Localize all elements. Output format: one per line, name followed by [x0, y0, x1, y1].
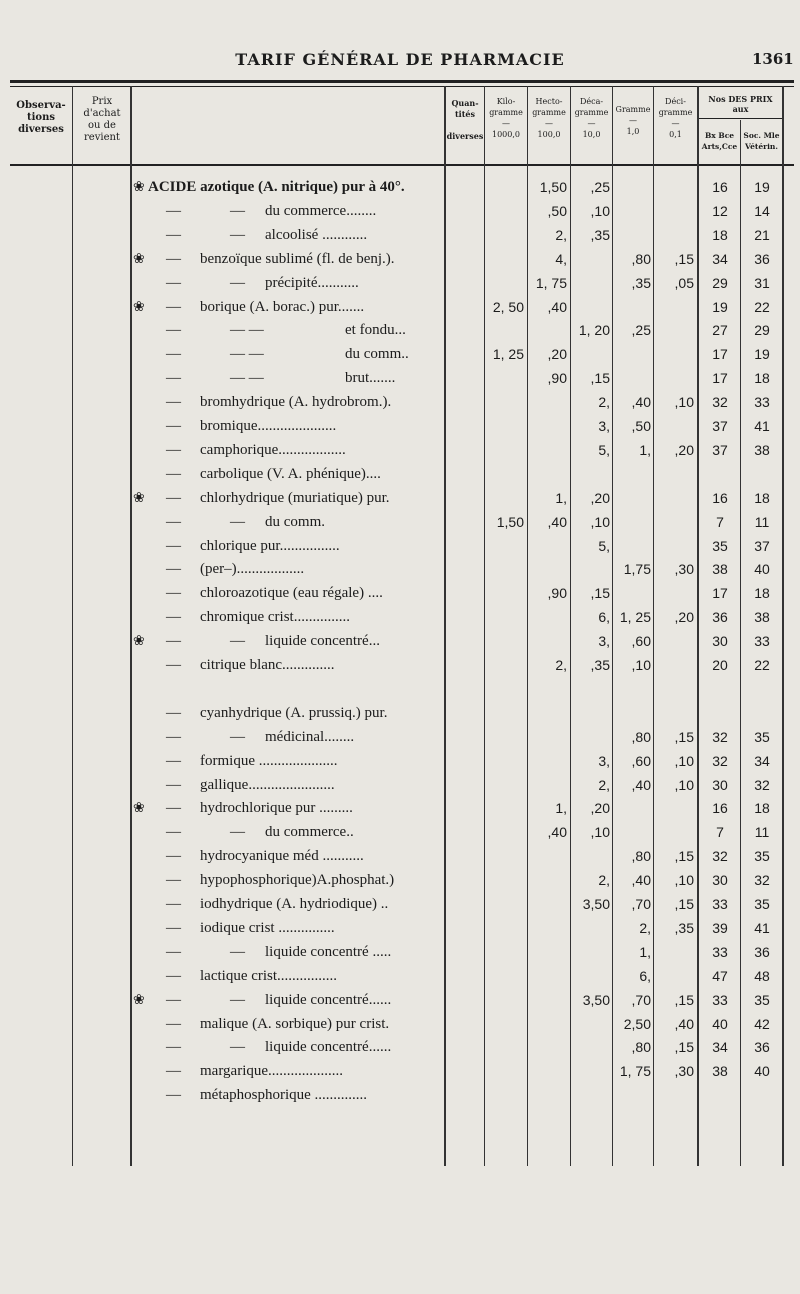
row-description: du commerce.. [265, 824, 354, 841]
ditto-dash: — [166, 513, 181, 530]
ditto-dash: — [166, 872, 181, 889]
tariff-number-societe: 21 [754, 226, 770, 243]
row-description: borique (A. borac.) pur....... [200, 298, 365, 315]
ditto-dash: — [230, 274, 245, 291]
row-description: lactique crist................ [200, 967, 338, 984]
ditto-dash: — [166, 633, 181, 650]
tariff-number-bureau: 35 [712, 537, 728, 554]
row-description: précipité........... [265, 274, 359, 291]
price-deca: 3,50 [582, 896, 610, 912]
tariff-number-societe: 35 [754, 896, 770, 912]
tariff-number-bureau: 17 [712, 346, 728, 363]
tariff-number-bureau: 20 [712, 657, 728, 673]
tariff-number-societe: 22 [754, 657, 770, 673]
ditto-dash: — [230, 202, 245, 219]
ditto-dash: — [166, 919, 181, 936]
row-description: chlorique pur................ [200, 537, 340, 554]
tariff-number-bureau: 16 [712, 800, 728, 817]
price-hecto: 2, [555, 657, 567, 673]
header-quantites: Quan- tités diverses [446, 98, 484, 141]
ditto-dash: — [166, 274, 181, 291]
row-description: gallique....................... [200, 776, 335, 793]
tariff-number-bureau: 17 [712, 585, 728, 602]
tariff-number-bureau: 40 [712, 1015, 728, 1032]
ditto-dash: — [230, 943, 245, 960]
price-deca: 3, [598, 752, 610, 769]
tariff-number-bureau: 29 [712, 274, 728, 291]
tariff-number-bureau: 39 [712, 919, 728, 936]
ditto-dash: — [166, 322, 181, 339]
price-deca: ,10 [590, 824, 610, 841]
col-divider [130, 86, 132, 1166]
price-hecto: ,90 [547, 370, 567, 387]
tariff-number-bureau: 7 [716, 824, 724, 841]
top-rule [10, 80, 794, 83]
row-description: benzoïque sublimé (fl. de benj.). [200, 250, 395, 267]
price-gram: ,25 [631, 322, 651, 339]
ditto-dash: — [166, 824, 181, 841]
price-hecto: ,20 [547, 346, 567, 363]
seal-mark-icon: ❀ [133, 179, 145, 195]
ditto-dash: — [166, 1087, 181, 1104]
price-deci: ,15 [674, 728, 694, 745]
ditto-dash: — [166, 441, 181, 458]
price-kilo: 2, 50 [492, 298, 524, 315]
row-description: liquide concentré ..... [265, 943, 392, 960]
price-deci: ,20 [674, 441, 694, 458]
price-deci: ,15 [674, 991, 694, 1008]
price-hecto: 1, 75 [535, 274, 567, 291]
ditto-dash: — [230, 728, 245, 745]
tariff-number-societe: 38 [754, 609, 770, 626]
tariff-number-bureau: 34 [712, 250, 728, 267]
price-deci: ,15 [674, 848, 694, 865]
price-deca: 2, [598, 872, 610, 889]
price-deca: ,20 [590, 489, 610, 506]
row-description: du comm. [265, 513, 325, 530]
tariff-number-societe: 33 [754, 633, 770, 650]
price-gram: ,80 [631, 1039, 651, 1056]
col-divider [697, 86, 699, 1166]
header-hectogramme: Hecto- gramme — 100,0 [532, 97, 566, 139]
row-description: iodhydrique (A. hydriodique) .. [200, 896, 389, 912]
price-deci: ,05 [674, 274, 694, 291]
header-bureau: Bx Bce Arts,Cce [701, 131, 738, 151]
price-gram: ,40 [631, 394, 651, 411]
price-gram: 2, [639, 919, 651, 936]
ditto-dash: — [166, 896, 181, 912]
price-deca: 1, 20 [578, 322, 610, 339]
price-deca: 5, [598, 537, 610, 554]
price-deci: ,35 [674, 919, 694, 936]
ditto-dash: — [166, 465, 181, 482]
seal-mark-icon: ❀ [133, 298, 145, 315]
price-gram: 1,75 [623, 561, 651, 578]
row-description: et fondu... [345, 322, 406, 339]
ditto-dash: — [166, 1063, 181, 1080]
tariff-number-bureau: 32 [712, 752, 728, 769]
price-hecto: ,50 [547, 202, 567, 219]
row-description: malique (A. sorbique) pur crist. [200, 1015, 390, 1032]
ditto-dash: — [230, 824, 245, 841]
ditto-dash: — [166, 704, 181, 721]
seal-mark-icon: ❀ [133, 800, 145, 817]
price-deca: 3, [598, 633, 610, 650]
header-decigramme: Déci- gramme — 0,1 [658, 97, 693, 139]
tariff-number-bureau: 34 [712, 1039, 728, 1056]
tariff-number-bureau: 7 [716, 513, 724, 530]
tariff-number-bureau: 32 [712, 394, 728, 411]
col-divider [484, 86, 485, 1166]
tariff-number-bureau: 38 [712, 561, 728, 578]
ditto-dash: — [166, 250, 181, 267]
seal-mark-icon: ❀ [133, 991, 145, 1008]
price-gram: ,10 [631, 657, 651, 673]
row-description: hypophosphorique)A.phosphat.) [200, 872, 395, 889]
ditto-dash: — [166, 848, 181, 865]
ditto-dash: — [230, 513, 245, 530]
tariff-number-societe: 22 [754, 298, 770, 315]
price-gram: ,35 [631, 274, 651, 291]
ditto-dash: — [166, 800, 181, 817]
price-gram: ,60 [631, 633, 651, 650]
row-description: ACIDE azotique (A. nitrique) pur à 40°. [148, 179, 405, 195]
price-kilo: 1, 25 [492, 346, 524, 363]
row-description: citrique blanc.............. [200, 657, 335, 673]
price-deci: ,15 [674, 896, 694, 912]
tariff-number-societe: 11 [754, 824, 770, 841]
col-divider [72, 86, 73, 1166]
price-gram: ,60 [631, 752, 651, 769]
tariff-number-bureau: 38 [712, 1063, 728, 1080]
price-deci: ,40 [674, 1015, 694, 1032]
price-deca: 3,50 [582, 991, 610, 1008]
row-description: formique ..................... [200, 752, 338, 769]
price-deca: ,15 [590, 370, 610, 387]
ditto-dash: — [166, 1015, 181, 1032]
row-description: du comm.. [345, 346, 409, 363]
tariff-number-societe: 29 [754, 322, 770, 339]
ditto-dash: — [166, 537, 181, 554]
ditto-dash: — [166, 657, 181, 673]
col-divider [782, 86, 784, 1166]
tariff-number-bureau: 37 [712, 441, 728, 458]
tariff-number-societe: 14 [754, 202, 770, 219]
row-description: du commerce........ [265, 202, 377, 219]
header-gramme: Gramme — 1,0 [615, 105, 651, 136]
tariff-number-bureau: 30 [712, 872, 728, 889]
ditto-dash: — [166, 418, 181, 434]
price-deca: ,15 [590, 585, 610, 602]
price-gram: 1, [639, 943, 651, 960]
price-hecto: 1, [555, 800, 567, 817]
price-gram: ,70 [631, 991, 651, 1008]
row-description: iodique crist ............... [200, 919, 335, 936]
tariff-number-societe: 11 [754, 513, 770, 530]
tariff-number-societe: 35 [754, 728, 770, 745]
price-hecto: 2, [555, 226, 567, 243]
tariff-number-societe: 18 [754, 585, 770, 602]
tariff-number-societe: 41 [754, 919, 770, 936]
price-gram: 1, [639, 441, 651, 458]
price-gram: 2,50 [623, 1015, 651, 1032]
row-description: cyanhydrique (A. prussiq.) pur. [200, 704, 388, 721]
header-observations: Observa- tions diverses [16, 100, 66, 135]
tariff-number-bureau: 17 [712, 370, 728, 387]
header-decagramme: Déca- gramme — 10,0 [574, 97, 609, 139]
tariff-number-societe: 34 [754, 752, 770, 769]
ditto-dash: — [230, 1039, 245, 1056]
price-deca: ,10 [590, 202, 610, 219]
tariff-number-societe: 36 [754, 943, 770, 960]
seal-mark-icon: ❀ [133, 489, 145, 506]
top-rule-thin [10, 86, 794, 87]
tariff-number-bureau: 27 [712, 322, 728, 339]
row-description: médicinal........ [265, 728, 355, 745]
price-deci: ,15 [674, 1039, 694, 1056]
row-description: camphorique.................. [200, 441, 346, 458]
price-deci: ,30 [674, 1063, 694, 1080]
price-gram: 1, 75 [619, 1063, 651, 1080]
price-deca: 6, [598, 609, 610, 626]
tariff-number-bureau: 32 [712, 728, 728, 745]
row-description: chloroazotique (eau régale) .... [200, 585, 383, 602]
price-gram: 6, [639, 967, 651, 984]
ditto-dash: — [166, 370, 181, 387]
tariff-number-bureau: 36 [712, 609, 728, 626]
price-deci: ,10 [674, 394, 694, 411]
tariff-number-societe: 18 [754, 370, 770, 387]
row-description: hydrochlorique pur ......... [200, 800, 353, 817]
ditto-dash: — — [230, 346, 264, 363]
price-deca: ,35 [590, 226, 610, 243]
tariff-number-societe: 42 [754, 1015, 770, 1032]
ditto-dash: — [166, 776, 181, 793]
col-divider [570, 86, 571, 1166]
price-gram: ,80 [631, 848, 651, 865]
price-deca: ,35 [590, 657, 610, 673]
price-hecto: 4, [555, 250, 567, 267]
row-description: chlorhydrique (muriatique) pur. [200, 489, 390, 506]
ditto-dash: — [166, 728, 181, 745]
row-description: liquide concentré... [265, 633, 380, 650]
tariff-number-societe: 35 [754, 848, 770, 865]
page-number: 1361 [752, 50, 794, 68]
ditto-dash: — [166, 943, 181, 960]
price-kilo: 1,50 [496, 513, 524, 530]
ditto-dash: — [166, 585, 181, 602]
tariff-number-bureau: 16 [712, 489, 728, 506]
price-gram: ,40 [631, 776, 651, 793]
tariff-number-societe: 40 [754, 561, 770, 578]
price-gram: 1, 25 [619, 609, 651, 626]
tariff-number-societe: 19 [754, 179, 770, 195]
price-deca: ,10 [590, 513, 610, 530]
tariff-number-societe: 37 [754, 537, 770, 554]
col-divider [612, 86, 613, 1166]
tariff-number-bureau: 19 [712, 298, 728, 315]
price-deci: ,10 [674, 776, 694, 793]
row-description: alcoolisé ............ [265, 226, 368, 243]
price-hecto: 1, [555, 489, 567, 506]
header-bottom-rule [10, 164, 794, 166]
price-hecto: ,90 [547, 585, 567, 602]
tariff-number-societe: 40 [754, 1063, 770, 1080]
tariff-number-societe: 41 [754, 418, 770, 434]
row-description: bromique..................... [200, 418, 337, 434]
price-hecto: ,40 [547, 298, 567, 315]
tariff-number-societe: 19 [754, 346, 770, 363]
tariff-number-bureau: 30 [712, 633, 728, 650]
seal-mark-icon: ❀ [133, 250, 145, 267]
price-gram: ,50 [631, 418, 651, 434]
tariff-number-bureau: 47 [712, 967, 728, 984]
ditto-dash: — [230, 633, 245, 650]
row-description: (per–).................. [200, 561, 305, 578]
price-deca: ,25 [590, 179, 610, 195]
tariff-number-societe: 35 [754, 991, 770, 1008]
tariff-number-societe: 32 [754, 776, 770, 793]
tariff-number-bureau: 12 [712, 202, 728, 219]
ditto-dash: — [166, 752, 181, 769]
ditto-dash: — [166, 489, 181, 506]
row-description: hydrocyanique méd ........... [200, 848, 364, 865]
price-gram: ,80 [631, 728, 651, 745]
ditto-dash: — [166, 991, 181, 1008]
tariff-number-bureau: 33 [712, 991, 728, 1008]
row-description: métaphosphorique .............. [200, 1087, 368, 1104]
tariff-number-societe: 32 [754, 872, 770, 889]
ditto-dash: — [166, 561, 181, 578]
row-description: brut....... [345, 370, 396, 387]
price-hecto: ,40 [547, 513, 567, 530]
price-deca: 3, [598, 418, 610, 434]
ditto-dash: — [166, 202, 181, 219]
row-description: liquide concentré...... [265, 991, 392, 1008]
header-kilogramme: Kilo- gramme — 1000,0 [489, 97, 523, 139]
ditto-dash: — — [230, 370, 264, 387]
tariff-number-bureau: 37 [712, 418, 728, 434]
price-gram: ,80 [631, 250, 651, 267]
row-description: chromique crist............... [200, 609, 350, 626]
row-description: liquide concentré...... [265, 1039, 392, 1056]
header-prix-aux: Nos DES PRIX aux [708, 94, 773, 114]
ditto-dash: — [230, 226, 245, 243]
tariff-number-bureau: 33 [712, 896, 728, 912]
price-deci: ,10 [674, 872, 694, 889]
price-deci: ,15 [674, 250, 694, 267]
ditto-dash: — — [230, 322, 264, 339]
ditto-dash: — [166, 346, 181, 363]
ditto-dash: — [166, 394, 181, 411]
ditto-dash: — [166, 226, 181, 243]
price-deca: 5, [598, 441, 610, 458]
price-deci: ,20 [674, 609, 694, 626]
tariff-number-societe: 31 [754, 274, 770, 291]
price-deca: 2, [598, 394, 610, 411]
tariff-number-bureau: 32 [712, 848, 728, 865]
header-societe: Soc. Mle Vétérin. [743, 131, 780, 151]
row-description: carbolique (V. A. phénique).... [200, 465, 381, 482]
tariff-number-bureau: 16 [712, 179, 728, 195]
ditto-dash: — [166, 1039, 181, 1056]
col-divider [527, 86, 528, 1166]
tariff-number-societe: 36 [754, 1039, 770, 1056]
header-prix-achat: Prix d'achat ou de revient [83, 96, 121, 143]
tariff-number-bureau: 30 [712, 776, 728, 793]
ditto-dash: — [166, 298, 181, 315]
tariff-number-societe: 18 [754, 800, 770, 817]
row-description: margarique.................... [200, 1063, 344, 1080]
tariff-number-societe: 33 [754, 394, 770, 411]
tariff-number-societe: 18 [754, 489, 770, 506]
tariff-number-bureau: 33 [712, 943, 728, 960]
price-deci: ,10 [674, 752, 694, 769]
ditto-dash: — [166, 609, 181, 626]
col-divider [740, 120, 741, 1166]
tariff-number-societe: 48 [754, 967, 770, 984]
tariff-number-societe: 38 [754, 441, 770, 458]
price-gram: ,40 [631, 872, 651, 889]
tariff-number-societe: 36 [754, 250, 770, 267]
price-hecto: ,40 [547, 824, 567, 841]
row-description: bromhydrique (A. hydrobrom.). [200, 394, 392, 411]
col-divider [444, 86, 446, 1166]
price-deca: 2, [598, 776, 610, 793]
seal-mark-icon: ❀ [133, 633, 145, 650]
price-gram: ,70 [631, 896, 651, 912]
price-deci: ,30 [674, 561, 694, 578]
price-hecto: 1,50 [539, 179, 567, 195]
tariff-number-bureau: 18 [712, 226, 728, 243]
col-divider [653, 86, 654, 1166]
ditto-dash: — [166, 967, 181, 984]
price-deca: ,20 [590, 800, 610, 817]
ditto-dash: — [230, 991, 245, 1008]
subheader-rule [699, 118, 782, 119]
page-title: TARIF GÉNÉRAL DE PHARMACIE [235, 50, 565, 69]
